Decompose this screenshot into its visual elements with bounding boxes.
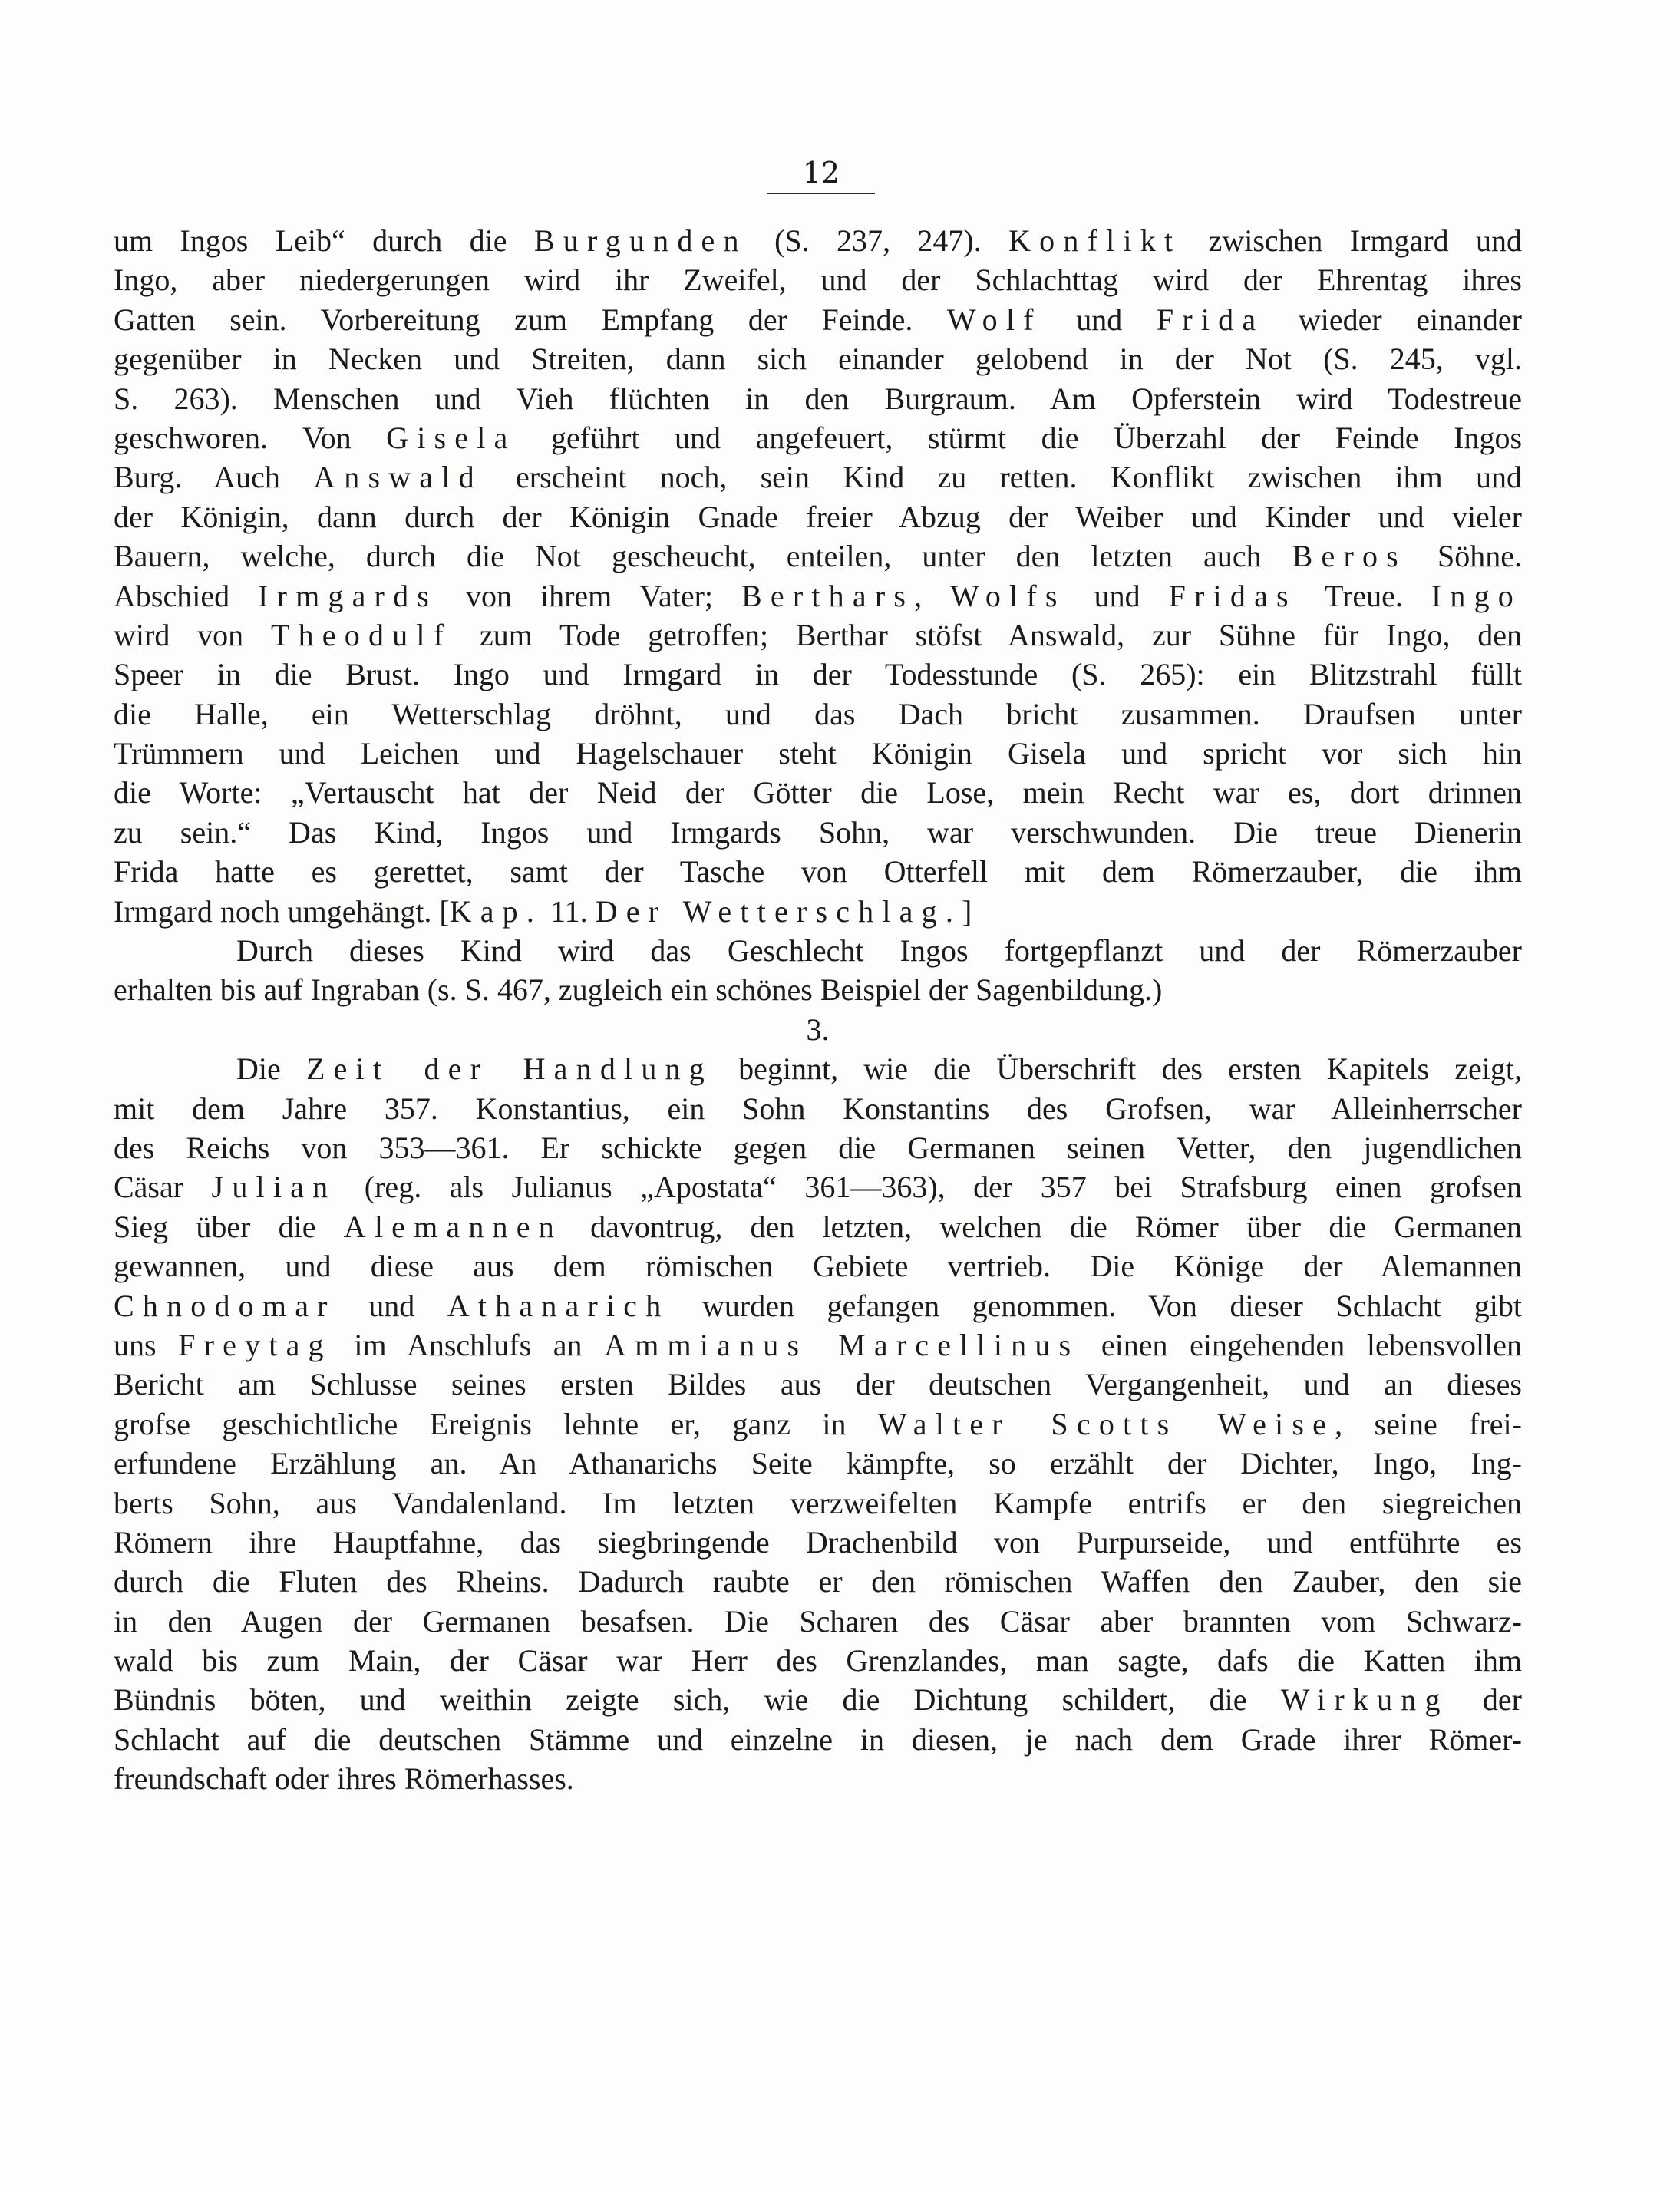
- text-line: zu sein.“ Das Kind, Ingos und Irmgards Sohn, war verschwunden. Die treue Dienerin: [114, 814, 1522, 850]
- emphasized-text: Chnodomar: [114, 1288, 336, 1323]
- text-line: Speer in die Brust. Ingo und Irmgard in der Todesstunde (S. 265): ein Blitzstrahl füllt: [114, 657, 1522, 692]
- text-line: erhalten bis auf Ingraban (s. S. 467, zugleich ein schönes Beispiel der Sagenbildung.): [114, 972, 1163, 1008]
- emphasized-text: Athanarich: [447, 1288, 670, 1323]
- text-line: Bericht am Schlusse seines ersten Bildes aus der deutschen Vergangenheit, und an dieses: [114, 1367, 1522, 1402]
- text-line: der Königin, dann durch der Königin Gnade freier Abzug der Weiber und Kinder und vieler: [114, 499, 1522, 534]
- emphasized-text: Kap.: [449, 893, 543, 929]
- text-line: erfundene Erzählung an. An Athanarichs Seite kämpfte, so erzählt der Dichter, Ingo, Ing-: [114, 1446, 1522, 1481]
- text-line: Schlacht auf die deutschen Stämme und einzelne in diesen, je nach dem Grade ihrer Römer-: [114, 1721, 1522, 1757]
- text-line: gewannen, und diese aus dem römischen Gebiete vertrieb. Die Könige der Alemannen: [114, 1249, 1522, 1284]
- text-line: Bündnis böten, und weithin zeigte sich, wie die Dichtung schildert, die Wirkung der: [114, 1682, 1522, 1718]
- emphasized-text: Beros: [1292, 539, 1407, 574]
- text-line: gegenüber in Necken und Streiten, dann sich einander gelobend in der Not (S. 245, vgl.: [114, 342, 1522, 377]
- emphasized-text: Irmgards: [258, 578, 438, 613]
- emphasized-text: Konflikt: [1008, 223, 1182, 258]
- emphasized-text: Alemannen: [343, 1209, 563, 1244]
- section-number: 3.: [806, 1012, 830, 1047]
- text-line: wald bis zum Main, der Cäsar war Herr des Grenzlandes, man sagte, dafs die Katten ihm: [114, 1643, 1522, 1678]
- emphasized-text: Wirkung: [1280, 1682, 1449, 1718]
- emphasized-text: Julian: [211, 1170, 337, 1205]
- emphasized-text: Burgunden: [533, 223, 748, 258]
- text-line: grofse geschichtliche Ereignis lehnte er, ganz in Walter Scotts Weise, seine frei-: [114, 1406, 1522, 1441]
- emphasized-text: Berthars: [741, 578, 915, 613]
- emphasized-text: Answald: [313, 460, 483, 495]
- emphasized-text: Zeit der Handlung: [305, 1051, 713, 1087]
- text-line: Frida hatte es gerettet, samt der Tasche von Otterfell mit dem Römerzauber, die ihm: [114, 854, 1522, 890]
- text-line: freundschaft oder ihres Römerhasses.: [114, 1761, 574, 1797]
- text-line: Irmgard noch umgehängt. [Kap. 11. Der Wetterschlag.]: [114, 893, 972, 929]
- emphasized-text: Wolfs: [950, 578, 1066, 613]
- body-text: [114, 221, 1522, 1799]
- text-line: Die Zeit der Handlung beginnt, wie die Überschrift des ersten Kapitels zeigt,: [236, 1051, 1522, 1087]
- text-line: in den Augen der Germanen besafsen. Die Scharen des Cäsar aber brannten vom Schwarz-: [114, 1603, 1522, 1639]
- text-line: die Halle, ein Wetterschlag dröhnt, und das Dach bricht zusammen. Draufsen unter: [114, 696, 1522, 731]
- text-line: S. 263). Menschen und Vieh flüchten in den Burgraum. Am Opferstein wird Todestreue: [114, 381, 1522, 416]
- emphasized-text: Walter Scotts Weise: [877, 1406, 1335, 1441]
- text-line: Chnodomar und Athanarich wurden gefangen genommen. Von dieser Schlacht gibt: [114, 1288, 1522, 1323]
- text-line: Durch dieses Kind wird das Geschlecht Ingos fortgepflanzt und der Römerzauber: [236, 933, 1522, 969]
- text-line: Abschied Irmgards von ihrem Vater; Berthars, Wolfs und Fridas Treue. Ingo: [114, 578, 1522, 613]
- text-line: die Worte: „Vertauscht hat der Neid der Götter die Lose, mein Recht war es, dort drinnen: [114, 775, 1522, 810]
- emphasized-text: Frida: [1156, 302, 1265, 337]
- paragraph-3: [114, 1049, 1522, 1798]
- text-line: durch die Fluten des Rheins. Dadurch raubte er den römischen Waffen den Zauber, den sie: [114, 1564, 1522, 1599]
- text-line: mit dem Jahre 357. Konstantius, ein Sohn Konstantins des Grofsen, war Alleinherrscher: [114, 1091, 1522, 1126]
- emphasized-text: Gisela: [386, 420, 517, 455]
- text-line: Trümmern und Leichen und Hagelschauer steht Königin Gisela und spricht vor sich hin: [114, 736, 1522, 771]
- text-line: Cäsar Julian (reg. als Julianus „Apostata“ 361—363), der 357 bei Strafsburg einen grofsen: [114, 1170, 1522, 1205]
- emphasized-text: Ingo: [1431, 578, 1522, 613]
- emphasized-text: Ammianus Marcellinus: [604, 1327, 1080, 1362]
- page-number: 12: [767, 157, 875, 194]
- text-line: berts Sohn, aus Vandalenland. Im letzten verzweifelten Kampfe entrifs er den siegreichen: [114, 1485, 1522, 1520]
- emphasized-text: Theodulf: [270, 617, 453, 652]
- text-line: Bauern, welche, durch die Not gescheucht, enteilen, unter den letzten auch Beros Söhne.: [114, 539, 1522, 574]
- text-line: Römern ihre Hauptfahne, das siegbringende Drachenbild von Purpurseide, und entführte es: [114, 1524, 1522, 1560]
- emphasized-text: Freytag: [178, 1327, 332, 1362]
- emphasized-text: Der Wetterschlag.: [595, 893, 962, 929]
- text-line: uns Freytag im Anschlufs an Ammianus Marcellinus einen eingehenden lebensvollen: [114, 1327, 1522, 1362]
- text-line: Ingo, aber niedergerungen wird ihr Zweifel, und der Schlachttag wird der Ehrentag ihres: [114, 262, 1522, 298]
- text-line: geschworen. Von Gisela geführt und angefeuert, stürmt die Überzahl der Feinde Ingos: [114, 420, 1522, 455]
- text-line: um Ingos Leib“ durch die Burgunden (S. 237, 247). Konflikt zwischen Irmgard und: [114, 223, 1522, 258]
- paragraph-1: [114, 221, 1522, 931]
- text-line: des Reichs von 353—361. Er schickte gegen die Germanen seinen Vetter, den jugendlichen: [114, 1130, 1522, 1165]
- text-line: Sieg über die Alemannen davontrug, den letzten, welchen die Römer über die Germanen: [114, 1209, 1522, 1244]
- paragraph-2: [114, 931, 1522, 1010]
- emphasized-text: Fridas: [1168, 578, 1297, 613]
- text-line: wird von Theodulf zum Tode getroffen; Berthar stöfst Answald, zur Sühne für Ingo, den: [114, 617, 1522, 652]
- emphasized-text: Wolf: [946, 302, 1042, 337]
- text-line: Gatten sein. Vorbereitung zum Empfang der Feinde. Wolf und Frida wieder einander: [114, 302, 1522, 337]
- text-line: Burg. Auch Answald erscheint noch, sein Kind zu retten. Konflikt zwischen ihm und: [114, 460, 1522, 495]
